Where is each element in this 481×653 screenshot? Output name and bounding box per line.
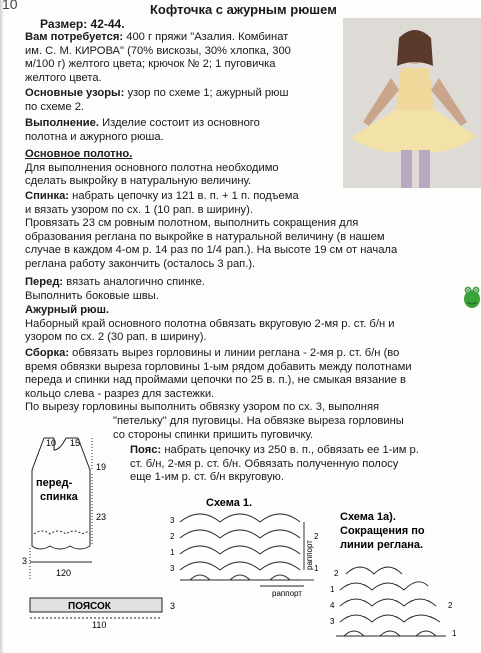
front-back-label-line2: спинка (40, 491, 78, 503)
dim-side-23: 23 (96, 512, 107, 522)
size-line: Размер: 42-44. (40, 17, 125, 31)
dim-belt-110: 110 (92, 620, 107, 630)
patterns-label: Основные узоры: (25, 87, 125, 99)
assembly-label: Сборка: (25, 347, 70, 359)
front-back-label-line1: перед- (36, 477, 73, 489)
execution-line: Изделие состоит из основного (102, 117, 260, 129)
materials-label: Вам потребуется: (25, 31, 124, 43)
scheme1-title: Схема 1. (206, 497, 253, 509)
assembly-line: обвязать вырез горловины и линии реглана - 2-мя р. ст. б/н (во (72, 347, 400, 359)
ruffle-block (25, 304, 475, 345)
back-block (25, 190, 475, 272)
assembly-line: По вырезу горловины выполнить обвязку узором по сх. 3, выполняя (25, 401, 380, 414)
dim-top-left: 10 (46, 438, 57, 448)
dim-side-3: 3 (22, 556, 28, 566)
belt-line: еще 1-им р. ст. б/н вкруговую. (130, 471, 284, 484)
dim-belt-3: 3 (170, 601, 176, 611)
belt-diagram-label: ПОЯСОК (68, 601, 111, 612)
assembly-line: "петельку" для пуговицы. На обвязке выреза горловины (113, 414, 404, 427)
materials-line: желтого цвета. (25, 71, 102, 84)
back-line: Провязать 23 см ровным полотном, выполнить сокращения для (25, 217, 359, 230)
scheme1-row-number: 3 (170, 564, 175, 573)
patterns-line: узор по схеме 1; ажурный рюш (127, 87, 289, 99)
dim-bottom-120: 120 (56, 568, 72, 578)
scheme1a-row-number: 1 (452, 629, 457, 638)
assembly-line: со стороны спинки пришить пуговичку. (113, 428, 314, 441)
materials-line: им. С. М. КИРОВА" (70% вискозы, 30% хлопка, 300 (25, 44, 291, 57)
scheme1-chart (180, 514, 314, 586)
scheme1a-title-line3: линии реглана. (340, 539, 424, 551)
back-line: реглана работу закончить (осталось 3 рап.). (25, 257, 256, 270)
materials-line: 400 г пряжи "Азалия. Комбинат (126, 31, 289, 43)
back-line: и вязать узором по сх. 1 (10 рап. в ширину). (25, 203, 253, 216)
assembly-line: время обвязки выреза горловины 1-ым рядом добавить между полотнами (25, 360, 412, 373)
patterns-line: по схеме 2. (25, 100, 85, 113)
belt-line: набрать цепочку из 250 в. п., обвязать ее 1-им р. (164, 444, 419, 456)
scheme1a-row-number: 3 (330, 617, 335, 626)
ruffle-line: узором по сх. 2 (30 рап. в ширину). (25, 331, 207, 344)
execution-line: полотна и ажурного рюша. (25, 130, 164, 143)
scheme1-row-number: 3 (170, 516, 175, 525)
page-title: Кофточка с ажурным рюшем (150, 2, 337, 17)
scheme1a-row-number: 2 (334, 569, 339, 578)
dim-side-19: 19 (96, 462, 107, 472)
model-photo (343, 18, 481, 188)
scheme1a-title-line2: Сокращения по (340, 525, 425, 537)
main-fabric-line: сделать выкройку в натуральную величину. (25, 175, 252, 188)
materials-block (25, 31, 343, 85)
scheme1-row-number: 2 (314, 532, 319, 541)
dim-top-right: 15 (70, 438, 81, 448)
scheme1a-row-number: 2 (448, 601, 453, 610)
garment-outline (30, 438, 92, 580)
back-line: образования реглана по выкройке в натуральной величину (в нашем (25, 230, 385, 243)
page-number: 10 (2, 0, 18, 12)
scheme1-rapport-vertical: раппорт (305, 540, 314, 570)
belt-label: Пояс: (130, 444, 162, 456)
assembly-line: переда и спинки над проймами цепочки по 25 в. п.), не смыкая вязание в (25, 374, 406, 387)
assembly-line: кольцо слева - разрез для застежки. (25, 387, 215, 400)
main-fabric-line: Для выполнения основного полотна необходимо (25, 161, 279, 174)
execution-label: Выполнение. (25, 117, 99, 129)
execution-block (25, 117, 343, 144)
main-fabric-block (25, 148, 345, 189)
scheme1-row-number: 1 (314, 564, 319, 573)
scheme1a-chart (336, 567, 446, 636)
front-line: вязать аналогично спинке. (66, 276, 205, 288)
pattern-diagrams (0, 430, 481, 653)
scheme1a-row-number: 1 (330, 585, 335, 594)
scheme1a-row-number: 4 (330, 601, 335, 610)
back-line: набрать цепочку из 121 в. п. + 1 п. подъема (72, 190, 299, 202)
main-fabric-heading: Основное полотно. (25, 148, 133, 160)
frog-icon (462, 283, 481, 311)
scheme1-row-number: 1 (170, 548, 175, 557)
front-block (25, 276, 455, 303)
scheme1a-title-line1: Схема 1а). (340, 511, 396, 523)
patterns-block (25, 87, 343, 114)
back-line: случае в каждом 4-ом р. 14 раз по 1/4 рап.). На высоте 19 см от начала (25, 244, 398, 257)
assembly-block (25, 347, 475, 442)
scheme1-rapport-horizontal: раппорт (272, 589, 302, 598)
front-line: Выполнить боковые швы. (25, 289, 159, 302)
ruffle-line: Наборный край основного полотна обвязать вкруговую 2-мя р. ст. б/н и (25, 317, 395, 330)
model-photo-drawing (343, 18, 481, 188)
belt-line: ст. б/н, 2-мя р. ст. б/н. Обвязать полученную полосу (130, 457, 399, 470)
materials-line: м/100 г) желтого цвета; крючок № 2; 1 пуговичка (25, 58, 276, 71)
front-label: Перед: (25, 276, 64, 288)
scheme1-row-number: 2 (170, 532, 175, 541)
ruffle-label: Ажурный рюш. (25, 304, 110, 316)
back-label: Спинка: (25, 190, 70, 202)
